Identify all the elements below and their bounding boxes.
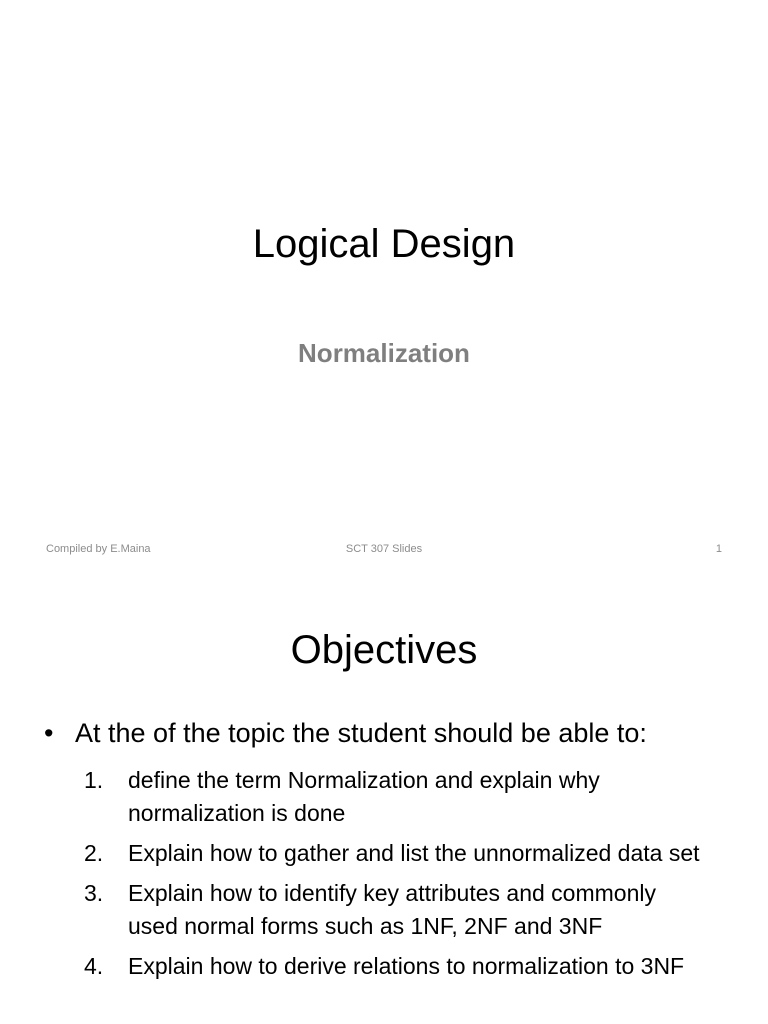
slide-2 xyxy=(0,576,768,1024)
footer-course: SCT 307 Slides xyxy=(345,543,423,555)
list-item xyxy=(84,764,704,830)
list-item-text: Explain how to derive relations to normalization to 3NF xyxy=(128,953,685,979)
list-item-number: 4. xyxy=(84,953,104,979)
list-item-text: define the term Normalization and explain why normalization is done xyxy=(128,767,600,826)
bullet-item xyxy=(44,716,748,750)
list-item xyxy=(84,877,704,943)
slide-title: Logical Design xyxy=(252,222,516,266)
list-item-text: Explain how to identify key attributes and commonly used normal forms such as 1NF, 2NF and 3NF xyxy=(128,880,656,939)
slide-subtitle: Normalization xyxy=(298,338,470,368)
list-item-text: Explain how to gather and list the unnormalized data set xyxy=(128,840,700,866)
objectives-list xyxy=(84,764,704,990)
list-item-number: 2. xyxy=(84,840,104,866)
list-item xyxy=(84,837,704,870)
bullet-text: At the of the topic the student should be able to: xyxy=(75,718,647,748)
footer-page-number: 1 xyxy=(715,543,722,555)
footer-author: Compiled by E.Maina xyxy=(46,543,151,555)
list-item-number: 1. xyxy=(84,767,104,793)
list-item xyxy=(84,950,704,983)
bullet-icon: • xyxy=(44,718,54,748)
objectives-title: Objectives xyxy=(290,628,478,672)
list-item-number: 3. xyxy=(84,880,104,906)
